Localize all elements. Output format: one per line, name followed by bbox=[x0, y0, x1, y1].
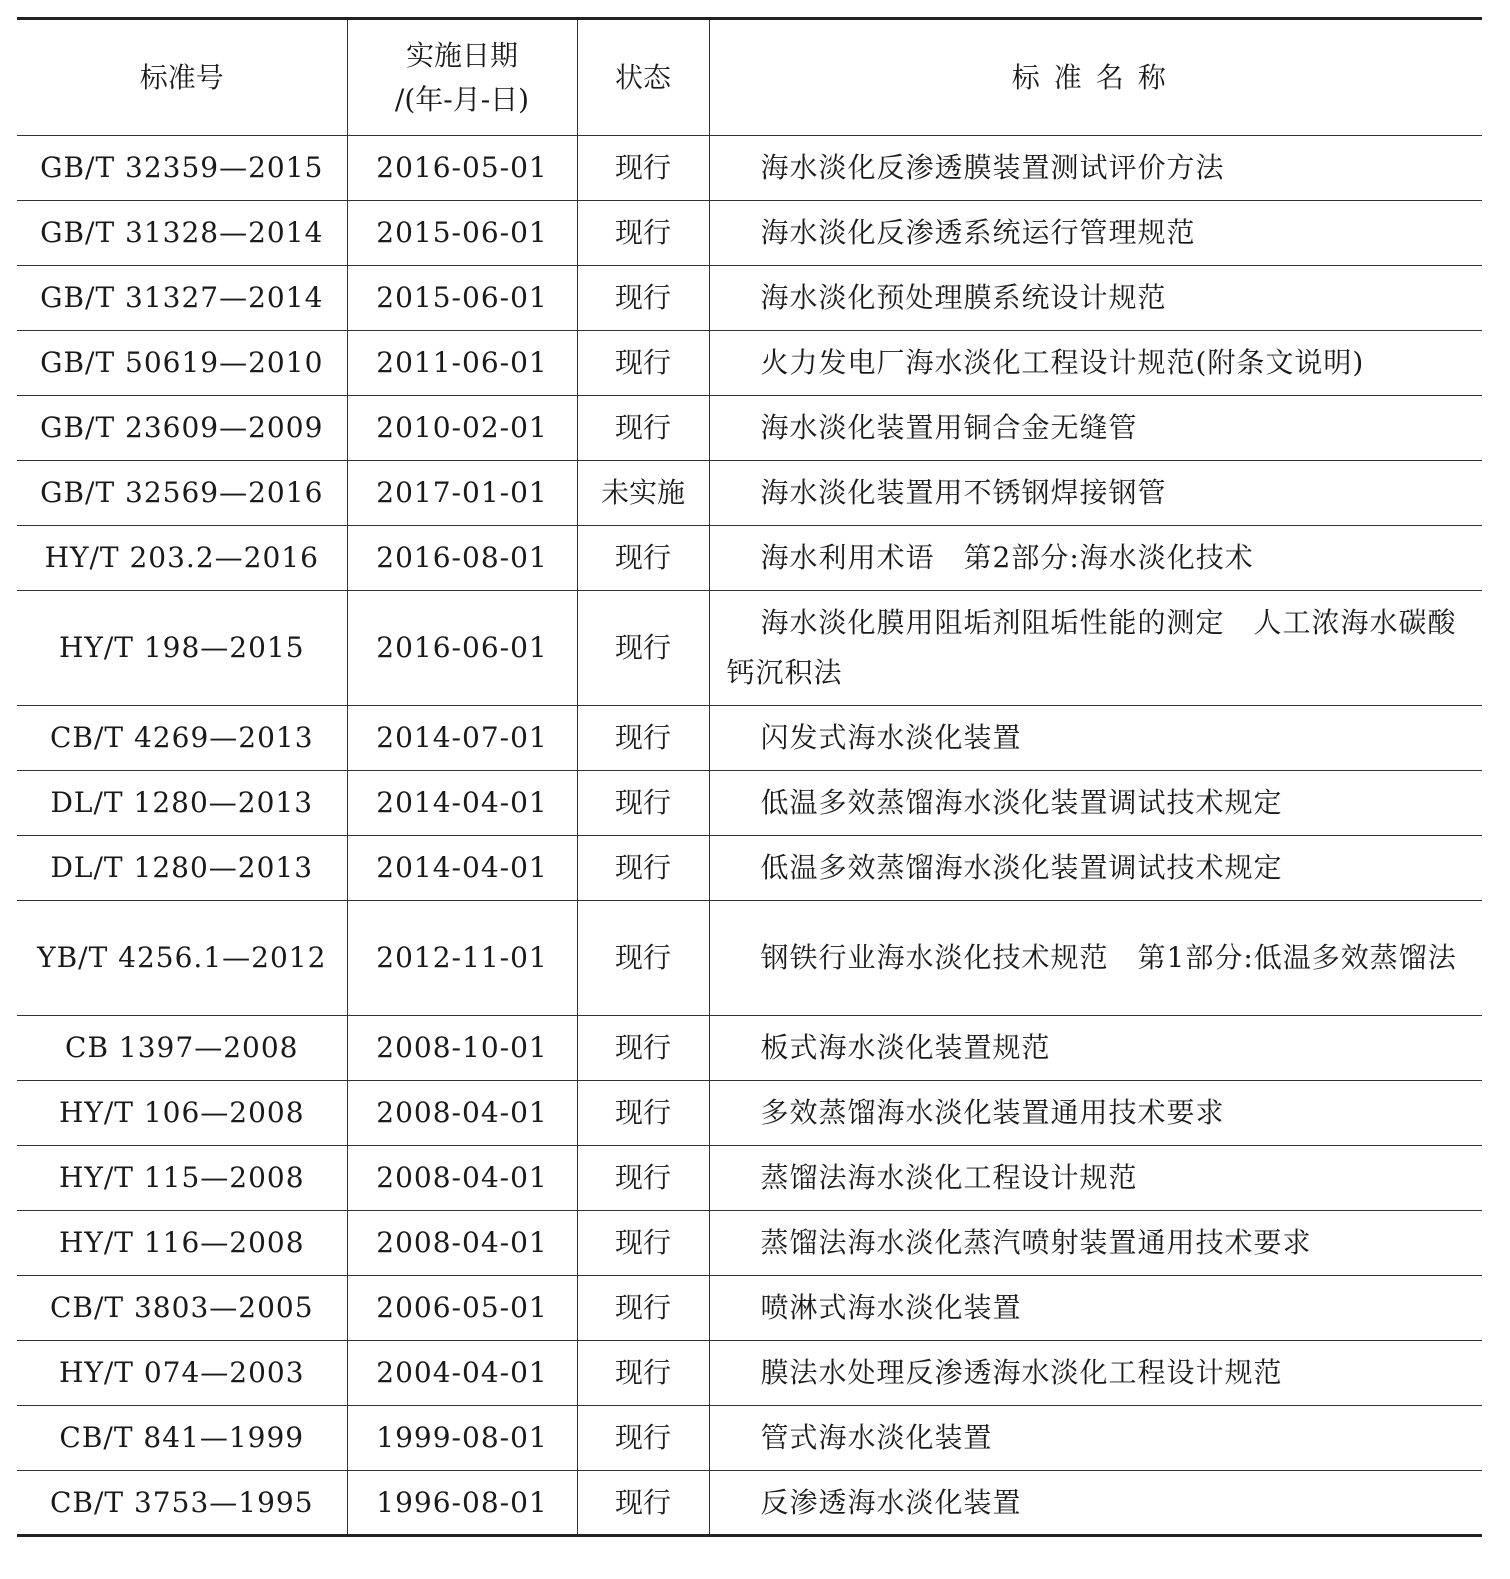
implementation-date: 2016-06-01 bbox=[347, 591, 577, 706]
status: 现行 bbox=[577, 1471, 709, 1536]
status: 现行 bbox=[577, 266, 709, 331]
table-row bbox=[17, 1276, 1482, 1341]
implementation-date: 2011-06-01 bbox=[347, 331, 577, 396]
standard-code: GB/T 32569—2016 bbox=[17, 461, 347, 526]
standard-name: 海水淡化反渗透系统运行管理规范 bbox=[709, 201, 1482, 266]
implementation-date: 2016-05-01 bbox=[347, 136, 577, 201]
standard-code: HY/T 116—2008 bbox=[17, 1211, 347, 1276]
standard-name: 海水淡化反渗透膜装置测试评价方法 bbox=[709, 136, 1482, 201]
table-row bbox=[17, 1016, 1482, 1081]
standard-name: 海水淡化膜用阻垢剂阻垢性能的测定 人工浓海水碳酸钙沉积法 bbox=[709, 591, 1482, 706]
table-row bbox=[17, 266, 1482, 331]
status: 现行 bbox=[577, 1276, 709, 1341]
table-row bbox=[17, 1146, 1482, 1211]
standard-name: 板式海水淡化装置规范 bbox=[709, 1016, 1482, 1081]
standard-code: DL/T 1280—2013 bbox=[17, 836, 347, 901]
implementation-date: 2008-04-01 bbox=[347, 1211, 577, 1276]
status: 现行 bbox=[577, 396, 709, 461]
status: 现行 bbox=[577, 526, 709, 591]
table-row bbox=[17, 1341, 1482, 1406]
header-date bbox=[347, 19, 577, 136]
standard-name: 喷淋式海水淡化装置 bbox=[709, 1276, 1482, 1341]
header-name: 标准名称 bbox=[1011, 60, 1180, 94]
implementation-date: 2008-04-01 bbox=[347, 1081, 577, 1146]
standard-code: DL/T 1280—2013 bbox=[17, 771, 347, 836]
standard-name: 膜法水处理反渗透海水淡化工程设计规范 bbox=[709, 1341, 1482, 1406]
implementation-date: 2008-10-01 bbox=[347, 1016, 577, 1081]
table-row bbox=[17, 201, 1482, 266]
header-row bbox=[17, 19, 1482, 136]
standard-code: HY/T 106—2008 bbox=[17, 1081, 347, 1146]
status: 现行 bbox=[577, 1211, 709, 1276]
table-row bbox=[17, 836, 1482, 901]
status: 现行 bbox=[577, 901, 709, 1016]
status: 现行 bbox=[577, 201, 709, 266]
standard-name: 海水利用术语 第2部分:海水淡化技术 bbox=[709, 526, 1482, 591]
standard-code: HY/T 198—2015 bbox=[17, 591, 347, 706]
standard-code: CB/T 4269—2013 bbox=[17, 706, 347, 771]
table-row bbox=[17, 136, 1482, 201]
status: 现行 bbox=[577, 331, 709, 396]
standard-code: HY/T 074—2003 bbox=[17, 1341, 347, 1406]
header-code: 标准号 bbox=[17, 19, 347, 136]
status: 未实施 bbox=[577, 461, 709, 526]
implementation-date: 2004-04-01 bbox=[347, 1341, 577, 1406]
table-row bbox=[17, 331, 1482, 396]
table-row bbox=[17, 901, 1482, 1016]
table-row bbox=[17, 591, 1482, 706]
implementation-date: 2014-04-01 bbox=[347, 771, 577, 836]
standard-code: CB 1397—2008 bbox=[17, 1016, 347, 1081]
standard-name: 闪发式海水淡化装置 bbox=[709, 706, 1482, 771]
table-row bbox=[17, 1406, 1482, 1471]
header-status: 状态 bbox=[577, 19, 709, 136]
status: 现行 bbox=[577, 771, 709, 836]
status: 现行 bbox=[577, 591, 709, 706]
standard-code: CB/T 3753—1995 bbox=[17, 1471, 347, 1536]
implementation-date: 2014-07-01 bbox=[347, 706, 577, 771]
status: 现行 bbox=[577, 706, 709, 771]
standard-code: CB/T 3803—2005 bbox=[17, 1276, 347, 1341]
header-date-line1: 实施日期 bbox=[405, 38, 518, 72]
implementation-date: 2008-04-01 bbox=[347, 1146, 577, 1211]
implementation-date: 2014-04-01 bbox=[347, 836, 577, 901]
standard-code: YB/T 4256.1—2012 bbox=[17, 901, 347, 1016]
status: 现行 bbox=[577, 1146, 709, 1211]
standard-code: HY/T 203.2—2016 bbox=[17, 526, 347, 591]
implementation-date: 2010-02-01 bbox=[347, 396, 577, 461]
implementation-date: 2015-06-01 bbox=[347, 201, 577, 266]
table-row bbox=[17, 461, 1482, 526]
table-row bbox=[17, 706, 1482, 771]
standard-name: 反渗透海水淡化装置 bbox=[709, 1471, 1482, 1536]
standard-code: GB/T 31327—2014 bbox=[17, 266, 347, 331]
standard-code: HY/T 115—2008 bbox=[17, 1146, 347, 1211]
standard-code: GB/T 32359—2015 bbox=[17, 136, 347, 201]
implementation-date: 2016-08-01 bbox=[347, 526, 577, 591]
standard-name: 火力发电厂海水淡化工程设计规范(附条文说明) bbox=[709, 331, 1482, 396]
implementation-date: 1996-08-01 bbox=[347, 1471, 577, 1536]
standard-name: 海水淡化装置用不锈钢焊接钢管 bbox=[709, 461, 1482, 526]
status: 现行 bbox=[577, 136, 709, 201]
table-row bbox=[17, 1211, 1482, 1276]
standard-code: CB/T 841—1999 bbox=[17, 1406, 347, 1471]
standard-code: GB/T 50619—2010 bbox=[17, 331, 347, 396]
implementation-date: 2006-05-01 bbox=[347, 1276, 577, 1341]
standard-code: GB/T 31328—2014 bbox=[17, 201, 347, 266]
header-date-line2: /(年-月-日) bbox=[394, 82, 530, 116]
table-row bbox=[17, 396, 1482, 461]
standards-table bbox=[17, 17, 1482, 1537]
standard-name: 多效蒸馏海水淡化装置通用技术要求 bbox=[709, 1081, 1482, 1146]
table-row bbox=[17, 1471, 1482, 1536]
implementation-date: 1999-08-01 bbox=[347, 1406, 577, 1471]
status: 现行 bbox=[577, 1406, 709, 1471]
status: 现行 bbox=[577, 836, 709, 901]
implementation-date: 2015-06-01 bbox=[347, 266, 577, 331]
status: 现行 bbox=[577, 1341, 709, 1406]
standard-name: 钢铁行业海水淡化技术规范 第1部分:低温多效蒸馏法 bbox=[709, 901, 1482, 1016]
standard-code: GB/T 23609—2009 bbox=[17, 396, 347, 461]
status: 现行 bbox=[577, 1016, 709, 1081]
table-row bbox=[17, 771, 1482, 836]
standard-name: 海水淡化装置用铜合金无缝管 bbox=[709, 396, 1482, 461]
standard-name: 蒸馏法海水淡化工程设计规范 bbox=[709, 1146, 1482, 1211]
standard-name: 管式海水淡化装置 bbox=[709, 1406, 1482, 1471]
implementation-date: 2017-01-01 bbox=[347, 461, 577, 526]
implementation-date: 2012-11-01 bbox=[347, 901, 577, 1016]
status: 现行 bbox=[577, 1081, 709, 1146]
standard-name: 低温多效蒸馏海水淡化装置调试技术规定 bbox=[709, 836, 1482, 901]
table-row bbox=[17, 526, 1482, 591]
standard-name: 海水淡化预处理膜系统设计规范 bbox=[709, 266, 1482, 331]
standard-name: 低温多效蒸馏海水淡化装置调试技术规定 bbox=[709, 771, 1482, 836]
standard-name: 蒸馏法海水淡化蒸汽喷射装置通用技术要求 bbox=[709, 1211, 1482, 1276]
table-row bbox=[17, 1081, 1482, 1146]
